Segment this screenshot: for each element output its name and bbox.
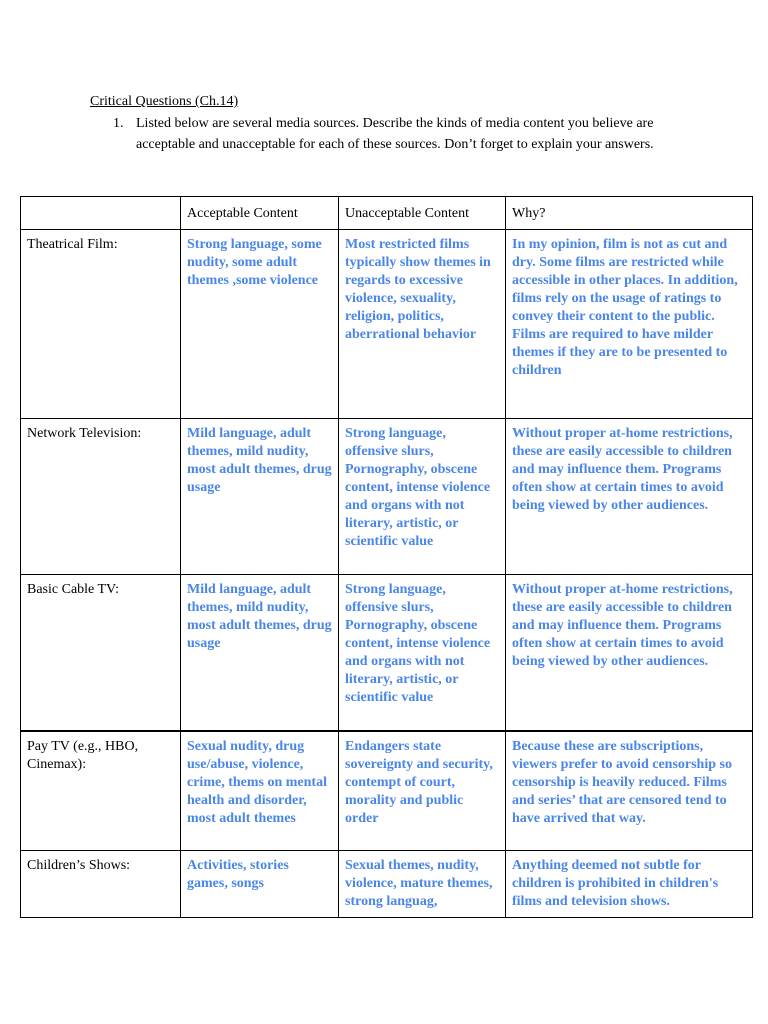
question-text: Listed below are several media sources. Describe the kinds of media content you believe are acceptable and unacceptable for each of these sources. Don’t forget to explain your answers. [136, 116, 654, 152]
table-row [21, 230, 753, 419]
unacceptable-cell: Endangers state sovereignty and security, contempt of court, morality and public order [339, 731, 506, 851]
unacceptable-cell: Most restricted films typically show themes in regards to excessive violence, sexuality, religion, politics, aberrational behavior [339, 230, 506, 419]
acceptable-cell: Mild language, adult themes, mild nudity, most adult themes, drug usage [181, 419, 339, 575]
section-heading: Critical Questions (Ch.14) [90, 94, 239, 109]
source-cell: Basic Cable TV: [21, 575, 181, 732]
header-cell-empty [21, 197, 181, 230]
header-cell-why: Why? [506, 197, 753, 230]
table-row [21, 575, 753, 732]
table-row [21, 851, 753, 918]
unacceptable-cell: Strong language, offensive slurs, Pornography, obscene content, intense violence and organs with not literary, artistic, or scientific value [339, 575, 506, 732]
acceptable-cell: Strong language, some nudity, some adult themes ,some violence [181, 230, 339, 419]
table-row [21, 731, 753, 851]
header-cell-unacceptable: Unacceptable Content [339, 197, 506, 230]
question-1 [113, 114, 683, 155]
media-content-table [20, 196, 753, 918]
acceptable-cell: Sexual nudity, drug use/abuse, violence, crime, thems on mental health and disorder, most adult themes [181, 731, 339, 851]
why-cell: Anything deemed not subtle for children is prohibited in children's films and television shows. [506, 851, 753, 918]
why-cell: Without proper at-home restrictions, these are easily accessible to children and may influence them. Programs often show at certain times to avoid being viewed by other audiences. [506, 419, 753, 575]
source-cell: Theatrical Film: [21, 230, 181, 419]
source-cell: Network Television: [21, 419, 181, 575]
why-cell: Without proper at-home restrictions, these are easily accessible to children and may influence them. Programs often show at certain times to avoid being viewed by other audiences. [506, 575, 753, 732]
why-cell: Because these are subscriptions, viewers prefer to avoid censorship so censorship is heavily reduced. Films and series’ that are censored tend to have arrived that way. [506, 731, 753, 851]
why-cell: In my opinion, film is not as cut and dry. Some films are restricted while accessible in other places. In addition, films rely on the usage of ratings to convey their content to the public. Films are required to have milder themes if they are to be presented to children [506, 230, 753, 419]
acceptable-cell: Mild language, adult themes, mild nudity, most adult themes, drug usage [181, 575, 339, 732]
unacceptable-cell: Strong language, offensive slurs, Pornography, obscene content, intense violence and organs with not literary, artistic, or scientific value [339, 419, 506, 575]
source-cell: Children’s Shows: [21, 851, 181, 918]
table-row [21, 419, 753, 575]
source-cell: Pay TV (e.g., HBO, Cinemax): [21, 731, 181, 851]
question-number: 1. [113, 116, 124, 131]
unacceptable-cell: Sexual themes, nudity, violence, mature themes, strong languag, [339, 851, 506, 918]
acceptable-cell: Activities, stories games, songs [181, 851, 339, 918]
header-cell-acceptable: Acceptable Content [181, 197, 339, 230]
table-header-row [21, 197, 753, 230]
